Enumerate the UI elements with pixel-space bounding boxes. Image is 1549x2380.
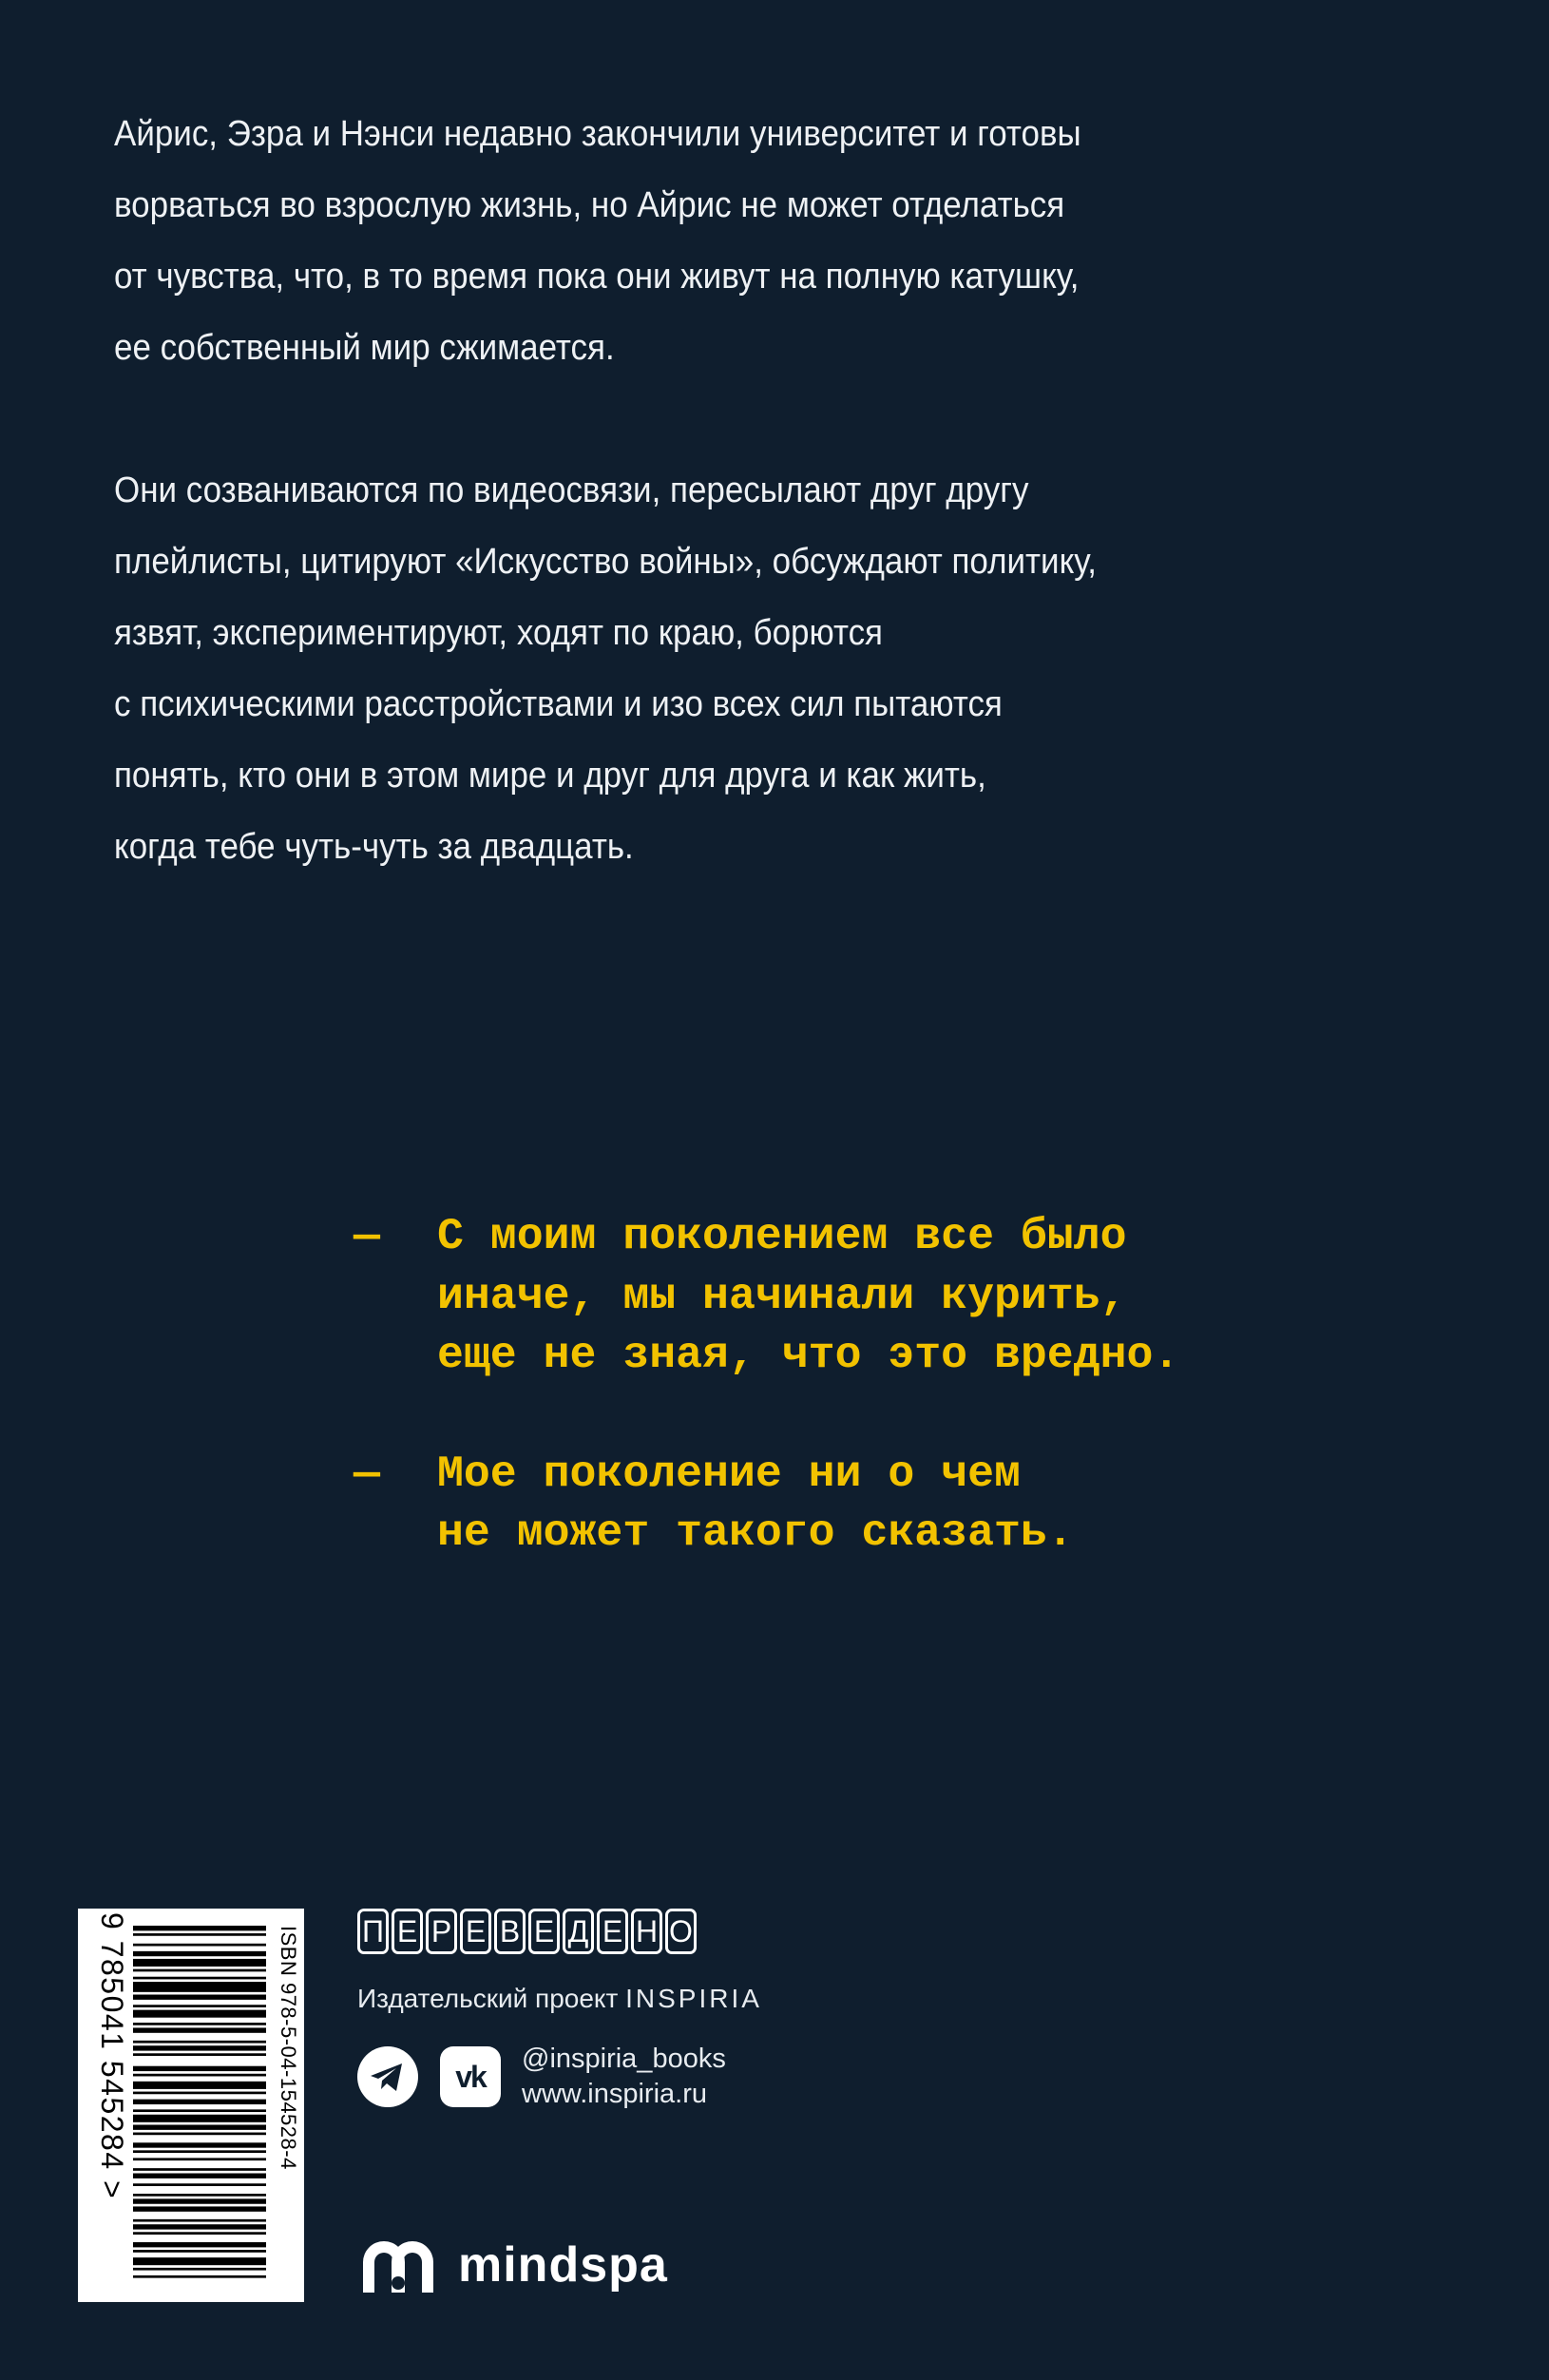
barcode-bar — [133, 2275, 266, 2278]
barcode-bar — [133, 1926, 266, 1930]
barcode-bar — [133, 2194, 266, 2197]
synopsis-line: Айрис, Эзра и Нэнси недавно закончили университет и готовы — [114, 114, 1081, 154]
quote-line: С моим поколением все было — [437, 1211, 1127, 1261]
barcode-bar — [133, 1995, 266, 2000]
barcode-bar — [133, 2133, 266, 2136]
publisher-name: mindspa — [458, 2237, 668, 2293]
synopsis-line: когда тебе чуть-чуть за двадцать. — [114, 827, 634, 867]
synopsis-line: плейлисты, цитируют «Искусство войны», обсуждают политику, — [114, 542, 1097, 582]
imprint-logo-letter: Е — [392, 1909, 423, 1954]
barcode-bar — [133, 2219, 266, 2222]
barcode-bar — [133, 1969, 266, 1972]
website-link[interactable]: www.inspiria.ru — [522, 2079, 707, 2109]
barcode-bar — [133, 2250, 266, 2253]
barcode-bar — [133, 2198, 266, 2203]
quote-line: Мое поколение ни о чем — [437, 1448, 1021, 1499]
barcode-bar — [133, 2074, 266, 2077]
ean-digits: 9 785041 545284 > — [95, 1912, 129, 2200]
quote-block — [354, 1207, 1179, 1564]
social-links — [357, 2042, 726, 2112]
quote-line: еще не зная, что это вредно. — [437, 1330, 1180, 1380]
barcode-bar — [133, 2242, 266, 2247]
imprint-logo-letter: Е — [597, 1909, 628, 1954]
barcode-bar — [133, 2066, 266, 2071]
imprint-subtitle-prefix: Издательский проект — [357, 1984, 619, 2013]
barcode-bar — [133, 2183, 266, 2186]
vk-icon[interactable]: vk — [440, 2046, 501, 2107]
synopsis-paragraph-1 — [114, 99, 1303, 384]
imprint-logo-letter: В — [494, 1909, 526, 1954]
barcode-bar — [133, 1959, 266, 1967]
imprint-logo-letter: Р — [426, 1909, 457, 1954]
synopsis-line: язвят, экспериментируют, ходят по краю, борются — [114, 613, 883, 653]
barcode-bar — [133, 2174, 266, 2178]
isbn-text: ISBN 978-5-04-154528-4 — [277, 1926, 300, 2170]
telegram-glyph — [357, 2046, 418, 2107]
barcode-bar — [133, 2115, 266, 2122]
barcode-bar — [133, 2010, 266, 2018]
barcode — [78, 1909, 304, 2302]
imprint-brand: INSPIRIA — [625, 1984, 762, 2013]
quote-1 — [354, 1207, 1179, 1386]
mindspa-logo-icon — [357, 2236, 439, 2294]
quote-2 — [354, 1445, 1179, 1564]
quote-line: не может такого сказать. — [437, 1507, 1074, 1558]
barcode-bar — [133, 2100, 266, 2104]
imprint-logo-letter: Е — [460, 1909, 491, 1954]
synopsis-line: понять, кто они в этом мире и друг для друга и как жить, — [114, 756, 986, 796]
imprint-logo — [357, 1909, 697, 1954]
publisher — [357, 2236, 668, 2294]
barcode-bar — [133, 2109, 266, 2112]
imprint-logo-letter: Е — [528, 1909, 560, 1954]
quote-dash: — — [354, 1448, 380, 1499]
barcode-bar — [133, 2232, 266, 2235]
barcode-bar — [133, 1977, 266, 1980]
barcode-bar — [133, 2124, 266, 2129]
barcode-bar — [133, 2224, 266, 2229]
imprint-logo-letter: Д — [563, 1909, 594, 1954]
barcode-bar — [133, 2158, 266, 2160]
barcode-content — [78, 1909, 304, 2302]
synopsis-line: ее собственный мир сжимается. — [114, 328, 615, 368]
barcode-bar — [133, 2041, 266, 2044]
barcode-bar — [133, 2082, 266, 2089]
barcode-bar — [133, 2142, 266, 2147]
barcode-bar — [133, 2045, 266, 2050]
barcode-bar — [133, 2257, 266, 2265]
imprint-logo-letter: О — [665, 1909, 697, 1954]
barcode-bar — [133, 2150, 266, 2153]
barcode-bar — [133, 1982, 266, 1992]
synopsis-line: от чувства, что, в то время пока они живут на полную катушку, — [114, 257, 1080, 297]
synopsis-line: Они созваниваются по видеосвязи, пересылают друг другу — [114, 470, 1029, 510]
barcode-bar — [133, 2268, 266, 2271]
social-text — [522, 2042, 726, 2112]
barcode-bar — [133, 2206, 266, 2211]
social-handle[interactable]: @inspiria_books — [522, 2044, 726, 2074]
synopsis — [114, 99, 1303, 883]
barcode-bar — [133, 1933, 266, 1936]
barcode-bar — [133, 2027, 266, 2032]
barcode-bar — [133, 2092, 266, 2095]
barcode-bar — [133, 2168, 266, 2171]
telegram-icon[interactable] — [357, 2046, 418, 2107]
imprint-logo-letter: П — [357, 1909, 389, 1954]
synopsis-line: ворваться во взрослую жизнь, но Айрис не может отделаться — [114, 185, 1065, 225]
barcode-bar — [133, 2005, 266, 2007]
imprint-subtitle — [357, 1984, 762, 2014]
quote-dash: — — [354, 1211, 380, 1261]
barcode-bar — [133, 1951, 266, 1956]
quote-line: иначе, мы начинали курить, — [437, 1270, 1127, 1321]
synopsis-paragraph-2 — [114, 455, 1303, 883]
synopsis-line: с психическими расстройствами и изо всех сил пытаются — [114, 684, 1003, 724]
barcode-bar — [133, 2023, 266, 2025]
barcode-bar — [133, 2053, 266, 2056]
barcode-bars — [133, 1926, 266, 2283]
barcode-bar — [133, 1944, 266, 1947]
imprint-logo-letter: Н — [631, 1909, 662, 1954]
